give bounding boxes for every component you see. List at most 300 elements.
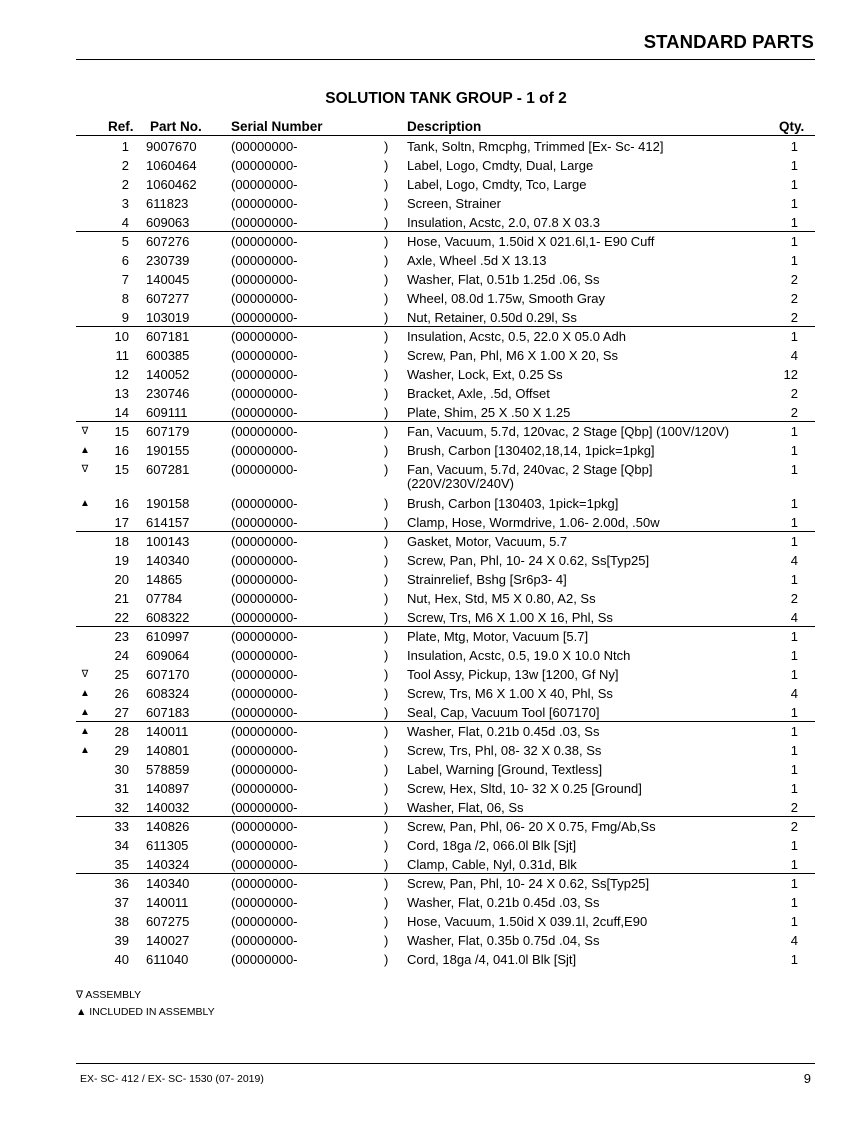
serial-number: (00000000- [231, 443, 298, 458]
serial-number: (00000000- [231, 610, 298, 625]
ref-number: 26 [114, 686, 129, 701]
row-mark: ∇ [81, 669, 89, 680]
quantity: 1 [790, 895, 798, 910]
description-line: (220V/230V/240V) [407, 476, 514, 491]
table-row [0, 589, 866, 608]
table-row [0, 684, 866, 703]
quantity: 2 [790, 272, 798, 287]
description: Clamp, Hose, Wormdrive, 1.06- 2.00d, .50w [407, 515, 660, 530]
ref-number: 17 [114, 515, 129, 530]
description: Gasket, Motor, Vacuum, 5.7 [407, 534, 568, 549]
serial-number: (00000000- [231, 933, 298, 948]
quantity: 1 [790, 572, 798, 587]
description: Screen, Strainer [407, 196, 501, 211]
serial-number: (00000000- [231, 952, 298, 967]
serial-close: ) [384, 876, 389, 891]
serial-number: (00000000- [231, 272, 298, 287]
ref-number: 38 [114, 914, 129, 929]
page-header-title: STANDARD PARTS [643, 31, 814, 52]
serial-close: ) [384, 857, 389, 872]
part-number: 190158 [146, 496, 190, 511]
table-row [0, 494, 866, 513]
table-row [0, 570, 866, 589]
quantity: 1 [790, 443, 798, 458]
description: Label, Logo, Cmdty, Tco, Large [407, 177, 587, 192]
quantity: 1 [790, 838, 798, 853]
part-number: 07784 [146, 591, 183, 606]
description: Washer, Flat, 0.51b 1.25d .06, Ss [407, 272, 600, 287]
table-row [0, 760, 866, 779]
part-number: 100143 [146, 534, 190, 549]
serial-number: (00000000- [231, 667, 298, 682]
table-row [0, 403, 866, 422]
part-number: 190155 [146, 443, 190, 458]
quantity: 4 [790, 348, 798, 363]
ref-number: 34 [114, 838, 129, 853]
serial-number: (00000000- [231, 686, 298, 701]
description: Insulation, Acstc, 2.0, 07.8 X 03.3 [407, 215, 600, 230]
part-number: 140801 [146, 743, 190, 758]
description: Washer, Flat, 0.21b 0.45d .03, Ss [407, 724, 600, 739]
quantity: 1 [790, 648, 798, 663]
quantity: 4 [790, 686, 798, 701]
serial-close: ) [384, 762, 389, 777]
quantity: 1 [790, 253, 798, 268]
serial-number: (00000000- [231, 215, 298, 230]
ref-number: 29 [114, 743, 129, 758]
serial-close: ) [384, 215, 389, 230]
quantity: 2 [790, 291, 798, 306]
ref-number: 12 [114, 367, 129, 382]
description: Screw, Trs, M6 X 1.00 X 16, Phl, Ss [407, 610, 613, 625]
col-header-description: Description [407, 119, 482, 134]
table-row [0, 551, 866, 570]
ref-number: 32 [114, 800, 129, 815]
table-row [0, 627, 866, 646]
ref-number: 10 [114, 329, 129, 344]
ref-number: 14 [114, 405, 129, 420]
serial-number: (00000000- [231, 819, 298, 834]
ref-number: 18 [114, 534, 129, 549]
serial-close: ) [384, 819, 389, 834]
table-row [0, 798, 866, 817]
serial-close: ) [384, 348, 389, 363]
ref-number: 37 [114, 895, 129, 910]
parts-table [0, 137, 866, 969]
description: Brush, Carbon [130403, 1pick=1pkg] [407, 496, 619, 511]
serial-number: (00000000- [231, 572, 298, 587]
ref-number: 16 [114, 496, 129, 511]
serial-number: (00000000- [231, 895, 298, 910]
quantity: 1 [790, 667, 798, 682]
description: Screw, Trs, Phl, 08- 32 X 0.38, Ss [407, 743, 602, 758]
serial-number: (00000000- [231, 329, 298, 344]
serial-close: ) [384, 648, 389, 663]
table-row [0, 646, 866, 665]
description: Nut, Hex, Std, M5 X 0.80, A2, Ss [407, 591, 596, 606]
quantity: 2 [790, 405, 798, 420]
table-row [0, 817, 866, 836]
footer-rule [76, 1063, 815, 1064]
quantity: 2 [790, 591, 798, 606]
serial-close: ) [384, 534, 389, 549]
ref-number: 27 [114, 705, 129, 720]
serial-number: (00000000- [231, 743, 298, 758]
ref-number: 9 [121, 310, 129, 325]
table-row [0, 441, 866, 460]
row-mark: ▲ [80, 688, 90, 699]
description: Insulation, Acstc, 0.5, 22.0 X 05.0 Adh [407, 329, 626, 344]
table-row [0, 384, 866, 403]
serial-close: ) [384, 553, 389, 568]
serial-number: (00000000- [231, 234, 298, 249]
table-row [0, 175, 866, 194]
part-number: 609064 [146, 648, 190, 663]
ref-number: 22 [114, 610, 129, 625]
table-row [0, 213, 866, 232]
part-number: 608322 [146, 610, 190, 625]
part-number: 140045 [146, 272, 190, 287]
quantity: 1 [790, 329, 798, 344]
group-title: SOLUTION TANK GROUP - 1 of 2 [325, 90, 567, 107]
serial-number: (00000000- [231, 367, 298, 382]
description: Hose, Vacuum, 1.50id X 039.1l, 2cuff,E90 [407, 914, 648, 929]
part-number: 607277 [146, 291, 190, 306]
table-row [0, 422, 866, 441]
description: Wheel, 08.0d 1.75w, Smooth Gray [407, 291, 605, 306]
part-number: 609111 [146, 405, 188, 420]
ref-number: 8 [121, 291, 129, 306]
serial-number: (00000000- [231, 553, 298, 568]
description: Screw, Trs, M6 X 1.00 X 40, Phl, Ss [407, 686, 613, 701]
part-number: 140032 [146, 800, 190, 815]
col-header-qty: Qty. [779, 119, 805, 134]
part-number: 140052 [146, 367, 190, 382]
table-row [0, 532, 866, 551]
quantity: 2 [790, 800, 798, 815]
quantity: 4 [790, 933, 798, 948]
serial-number: (00000000- [231, 705, 298, 720]
quantity: 1 [790, 158, 798, 173]
serial-close: ) [384, 724, 389, 739]
ref-number: 1 [121, 139, 129, 154]
serial-close: ) [384, 914, 389, 929]
table-row [0, 137, 866, 156]
serial-close: ) [384, 895, 389, 910]
description: Clamp, Cable, Nyl, 0.31d, Blk [407, 857, 577, 872]
table-row [0, 665, 866, 684]
ref-number: 23 [114, 629, 129, 644]
col-header-part-no: Part No. [150, 119, 202, 134]
description: Washer, Flat, 06, Ss [407, 800, 524, 815]
description: Label, Logo, Cmdty, Dual, Large [407, 158, 594, 173]
serial-close: ) [384, 781, 389, 796]
description: Screw, Pan, Phl, 10- 24 X 0.62, Ss[Typ25] [407, 876, 650, 891]
ref-number: 35 [114, 857, 129, 872]
ref-number: 28 [114, 724, 129, 739]
quantity: 1 [790, 534, 798, 549]
serial-close: ) [384, 177, 389, 192]
ref-number: 13 [114, 386, 129, 401]
serial-number: (00000000- [231, 648, 298, 663]
serial-close: ) [384, 253, 389, 268]
row-mark: ∇ [81, 426, 89, 437]
part-number: 600385 [146, 348, 190, 363]
table-row [0, 270, 866, 289]
part-number: 140340 [146, 876, 190, 891]
ref-number: 21 [114, 591, 129, 606]
quantity: 1 [790, 743, 798, 758]
table-row [0, 893, 866, 912]
serial-close: ) [384, 572, 389, 587]
ref-number: 15 [114, 424, 129, 439]
part-number: 608324 [146, 686, 190, 701]
description [407, 463, 652, 491]
row-mark: ▲ [80, 498, 90, 509]
ref-number: 15 [114, 462, 129, 477]
quantity: 12 [783, 367, 798, 382]
ref-number: 30 [114, 762, 129, 777]
quantity: 1 [790, 629, 798, 644]
ref-number: 3 [121, 196, 129, 211]
table-row [0, 327, 866, 346]
ref-number: 40 [114, 952, 129, 967]
table-row [0, 931, 866, 950]
ref-number: 39 [114, 933, 129, 948]
table-row [0, 912, 866, 931]
description: Fan, Vacuum, 5.7d, 120vac, 2 Stage [Qbp] (100V/120V) [407, 424, 730, 439]
description: Insulation, Acstc, 0.5, 19.0 X 10.0 Ntch [407, 648, 631, 663]
serial-close: ) [384, 952, 389, 967]
description: Washer, Lock, Ext, 0.25 Ss [407, 367, 563, 382]
serial-number: (00000000- [231, 914, 298, 929]
serial-number: (00000000- [231, 405, 298, 420]
part-number: 140324 [146, 857, 190, 872]
serial-close: ) [384, 496, 389, 511]
part-number: 607183 [146, 705, 190, 720]
quantity: 2 [790, 310, 798, 325]
serial-number: (00000000- [231, 177, 298, 192]
serial-close: ) [384, 800, 389, 815]
part-number: 607181 [146, 329, 190, 344]
serial-close: ) [384, 591, 389, 606]
part-number: 103019 [146, 310, 190, 325]
footer-doc-id: EX- SC- 412 / EX- SC- 1530 (07- 2019) [80, 1073, 264, 1085]
ref-number: 25 [114, 667, 129, 682]
table-row [0, 308, 866, 327]
part-number: 607281 [146, 462, 190, 477]
table-row [0, 836, 866, 855]
serial-close: ) [384, 743, 389, 758]
row-mark: ▲ [80, 726, 90, 737]
row-mark: ∇ [81, 464, 89, 475]
table-row [0, 722, 866, 741]
description: Screw, Pan, Phl, M6 X 1.00 X 20, Ss [407, 348, 618, 363]
serial-number: (00000000- [231, 348, 298, 363]
quantity: 1 [790, 515, 798, 530]
serial-number: (00000000- [231, 876, 298, 891]
ref-number: 4 [121, 215, 129, 230]
row-mark: ▲ [80, 707, 90, 718]
serial-close: ) [384, 462, 389, 477]
serial-close: ) [384, 196, 389, 211]
description: Tank, Soltn, Rmcphg, Trimmed [Ex- Sc- 412] [407, 139, 664, 154]
serial-close: ) [384, 310, 389, 325]
table-row [0, 289, 866, 308]
part-number: 607170 [146, 667, 190, 682]
header-rule [76, 59, 815, 60]
quantity: 1 [790, 781, 798, 796]
serial-close: ) [384, 610, 389, 625]
table-row [0, 251, 866, 270]
part-number: 140011 [146, 724, 189, 739]
part-number: 607179 [146, 424, 190, 439]
serial-close: ) [384, 291, 389, 306]
description: Screw, Pan, Phl, 10- 24 X 0.62, Ss[Typ25] [407, 553, 650, 568]
part-number: 611305 [146, 838, 189, 853]
row-mark: ▲ [80, 445, 90, 456]
description: Strainrelief, Bshg [Sr6p3- 4] [407, 572, 567, 587]
ref-number: 5 [121, 234, 129, 249]
description: Nut, Retainer, 0.50d 0.29l, Ss [407, 310, 577, 325]
quantity: 1 [790, 196, 798, 211]
table-row [0, 460, 866, 494]
ref-number: 36 [114, 876, 129, 891]
description: Axle, Wheel .5d X 13.13 [407, 253, 547, 268]
part-number: 607275 [146, 914, 190, 929]
part-number: 140340 [146, 553, 190, 568]
serial-close: ) [384, 838, 389, 853]
part-number: 611040 [146, 952, 189, 967]
part-number: 609063 [146, 215, 190, 230]
ref-number: 7 [121, 272, 129, 287]
table-row [0, 703, 866, 722]
quantity: 2 [790, 819, 798, 834]
serial-close: ) [384, 386, 389, 401]
quantity: 1 [790, 952, 798, 967]
quantity: 1 [790, 215, 798, 230]
description: Plate, Shim, 25 X .50 X 1.25 [407, 405, 571, 420]
quantity: 1 [790, 876, 798, 891]
serial-close: ) [384, 629, 389, 644]
quantity: 2 [790, 386, 798, 401]
serial-close: ) [384, 933, 389, 948]
serial-number: (00000000- [231, 462, 298, 477]
serial-close: ) [384, 234, 389, 249]
quantity: 1 [790, 705, 798, 720]
table-row [0, 779, 866, 798]
table-row [0, 513, 866, 532]
quantity: 1 [790, 177, 798, 192]
quantity: 1 [790, 724, 798, 739]
col-header-serial: Serial Number [231, 119, 323, 134]
table-row [0, 194, 866, 213]
quantity: 1 [790, 496, 798, 511]
serial-close: ) [384, 405, 389, 420]
quantity: 4 [790, 610, 798, 625]
description: Cord, 18ga /4, 041.0l Blk [Sjt] [407, 952, 577, 967]
serial-close: ) [384, 139, 389, 154]
part-number: 1060464 [146, 158, 197, 173]
quantity: 1 [790, 762, 798, 777]
table-row [0, 346, 866, 365]
serial-close: ) [384, 367, 389, 382]
part-number: 140027 [146, 933, 190, 948]
serial-number: (00000000- [231, 386, 298, 401]
page-number: 9 [803, 1071, 811, 1086]
serial-close: ) [384, 329, 389, 344]
description: Cord, 18ga /2, 066.0l Blk [Sjt] [407, 838, 577, 853]
serial-number: (00000000- [231, 310, 298, 325]
part-number: 140897 [146, 781, 190, 796]
serial-number: (00000000- [231, 591, 298, 606]
serial-number: (00000000- [231, 253, 298, 268]
serial-number: (00000000- [231, 424, 298, 439]
serial-close: ) [384, 705, 389, 720]
quantity: 1 [790, 914, 798, 929]
col-header-ref: Ref. [108, 119, 134, 134]
serial-number: (00000000- [231, 158, 298, 173]
part-number: 1060462 [146, 177, 197, 192]
row-mark: ▲ [80, 745, 90, 756]
serial-number: (00000000- [231, 496, 298, 511]
serial-close: ) [384, 424, 389, 439]
legend-included: ▲ INCLUDED IN ASSEMBLY [76, 1006, 215, 1018]
serial-close: ) [384, 443, 389, 458]
description: Bracket, Axle, .5d, Offset [407, 386, 550, 401]
ref-number: 24 [114, 648, 129, 663]
description: Plate, Mtg, Motor, Vacuum [5.7] [407, 629, 589, 644]
serial-number: (00000000- [231, 800, 298, 815]
serial-number: (00000000- [231, 781, 298, 796]
part-number: 607276 [146, 234, 190, 249]
part-number: 578859 [146, 762, 190, 777]
part-number: 230739 [146, 253, 190, 268]
ref-number: 11 [115, 348, 129, 363]
serial-number: (00000000- [231, 724, 298, 739]
table-row [0, 365, 866, 384]
table-row [0, 855, 866, 874]
table-row [0, 608, 866, 627]
description: Washer, Flat, 0.35b 0.75d .04, Ss [407, 933, 600, 948]
quantity: 1 [790, 424, 798, 439]
ref-number: 2 [121, 177, 129, 192]
ref-number: 6 [121, 253, 129, 268]
quantity: 1 [790, 857, 798, 872]
serial-number: (00000000- [231, 534, 298, 549]
description-line: Fan, Vacuum, 5.7d, 240vac, 2 Stage [Qbp] [407, 462, 653, 477]
part-number: 614157 [146, 515, 190, 530]
description: Washer, Flat, 0.21b 0.45d .03, Ss [407, 895, 600, 910]
ref-number: 2 [121, 158, 129, 173]
part-number: 611823 [146, 196, 189, 211]
serial-close: ) [384, 667, 389, 682]
description: Tool Assy, Pickup, 13w [1200, Gf Ny] [407, 667, 619, 682]
ref-number: 31 [114, 781, 129, 796]
description: Brush, Carbon [130402,18,14, 1pick=1pkg] [407, 443, 655, 458]
part-number: 14865 [146, 572, 183, 587]
legend-assembly: ∇ ASSEMBLY [76, 989, 142, 1001]
serial-close: ) [384, 272, 389, 287]
serial-number: (00000000- [231, 291, 298, 306]
table-row [0, 741, 866, 760]
serial-close: ) [384, 686, 389, 701]
quantity: 1 [790, 139, 798, 154]
description: Seal, Cap, Vacuum Tool [607170] [407, 705, 600, 720]
description: Screw, Pan, Phl, 06- 20 X 0.75, Fmg/Ab,Ss [407, 819, 656, 834]
quantity: 1 [790, 462, 798, 477]
serial-number: (00000000- [231, 139, 298, 154]
